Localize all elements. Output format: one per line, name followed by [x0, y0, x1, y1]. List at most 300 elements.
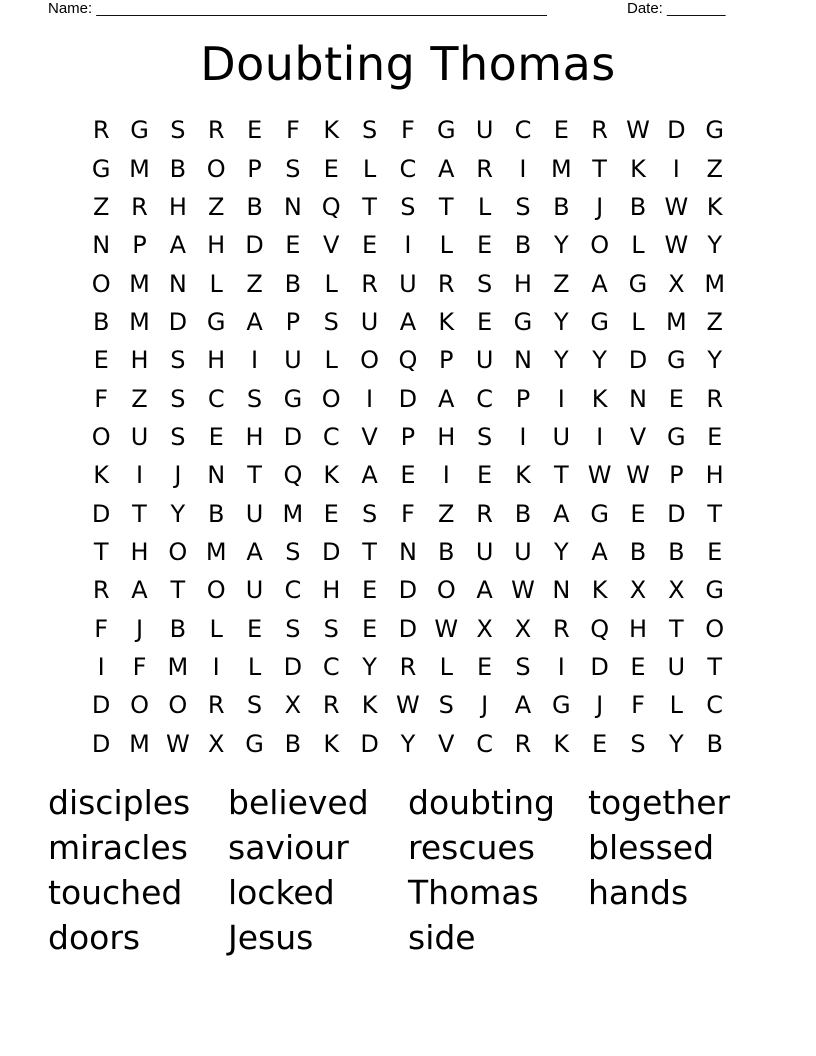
grid-letter: G	[513, 307, 533, 336]
grid-letter: M	[665, 307, 687, 336]
grid-letter: W	[511, 576, 535, 605]
grid-letter: F	[94, 384, 109, 413]
grid-letter: H	[437, 422, 456, 451]
grid-letter: M	[550, 154, 572, 183]
grid-letter: B	[246, 192, 263, 221]
grid-letter: K	[361, 691, 378, 720]
grid-letter: R	[476, 499, 493, 528]
grid-letter: A	[476, 576, 493, 605]
grid-letter: K	[553, 729, 570, 758]
grid-letter: V	[438, 729, 455, 758]
grid-letter: G	[705, 116, 724, 145]
grid-letter: N	[552, 576, 571, 605]
grid-letter: T	[132, 499, 147, 528]
grid-letter: O	[130, 691, 149, 720]
grid-letter: L	[324, 269, 338, 298]
grid-letter: O	[91, 422, 111, 451]
grid-letter: F	[401, 116, 415, 145]
grid-letter: R	[437, 269, 455, 298]
grid-letter: J	[596, 691, 604, 720]
grid-letter: H	[130, 537, 149, 566]
letter-grid	[82, 111, 734, 763]
grid-letter: X	[668, 269, 685, 298]
grid-letter: B	[514, 231, 532, 260]
grid-letter: S	[361, 116, 378, 145]
grid-letter: V	[361, 422, 378, 451]
grid-letter: C	[322, 652, 340, 681]
grid-letter: H	[705, 461, 724, 490]
grid-letter: G	[130, 116, 149, 145]
grid-letter: O	[168, 537, 188, 566]
grid-letter: E	[477, 307, 493, 336]
grid-letter: A	[399, 307, 417, 336]
grid-letter: G	[551, 691, 571, 720]
grid-letter: Y	[362, 652, 377, 681]
grid-letter: X	[668, 576, 685, 605]
word-list-item: rescues	[408, 828, 535, 867]
grid-letter: B	[629, 537, 647, 566]
grid-letter: X	[629, 576, 647, 605]
grid-letter: M	[704, 269, 726, 298]
grid-letter: E	[361, 231, 378, 260]
grid-letter: G	[667, 346, 686, 375]
grid-letter: E	[477, 652, 493, 681]
grid-letter: T	[362, 192, 377, 221]
grid-letter: O	[360, 346, 380, 375]
grid-letter: E	[285, 231, 301, 260]
grid-letter: L	[362, 154, 377, 183]
grid-letter: S	[515, 652, 531, 681]
grid-letter: O	[321, 384, 341, 413]
grid-letter: P	[515, 384, 531, 413]
grid-letter: S	[323, 614, 339, 643]
grid-letter: H	[245, 422, 264, 451]
grid-letter: D	[168, 307, 188, 336]
grid-letter: G	[628, 269, 648, 298]
grid-letter: Q	[398, 346, 418, 375]
grid-letter: K	[591, 576, 608, 605]
grid-letter: D	[667, 499, 686, 528]
grid-letter: D	[283, 652, 303, 681]
grid-letter: H	[168, 192, 187, 221]
grid-letter: D	[667, 116, 686, 145]
grid-letter: U	[475, 116, 494, 145]
grid-letter: S	[438, 691, 454, 720]
grid-letter: M	[282, 499, 304, 528]
name-field[interactable]: Name: ______________________________________________________	[48, 0, 547, 17]
grid-letter: J	[596, 192, 604, 221]
grid-letter: L	[631, 307, 645, 336]
grid-letter: A	[246, 307, 263, 336]
grid-letter: U	[514, 537, 532, 566]
grid-letter: Y	[668, 729, 684, 758]
grid-letter: S	[246, 384, 263, 413]
grid-letter: S	[170, 384, 186, 413]
grid-letter: W	[664, 231, 689, 260]
grid-letter: S	[170, 422, 186, 451]
grid-letter: E	[208, 422, 224, 451]
grid-letter: N	[207, 461, 226, 490]
grid-letter: H	[513, 269, 532, 298]
word-list-item: Jesus	[228, 918, 314, 957]
grid-letter: Y	[553, 346, 569, 375]
grid-letter: T	[438, 192, 454, 221]
grid-letter: S	[170, 346, 186, 375]
grid-letter: L	[439, 231, 453, 260]
grid-letter: P	[132, 231, 147, 260]
grid-letter: Y	[553, 307, 569, 336]
grid-letter: S	[400, 192, 416, 221]
grid-letter: N	[283, 192, 302, 221]
grid-letter: G	[667, 422, 686, 451]
grid-letter: C	[514, 116, 532, 145]
grid-letter: D	[245, 231, 264, 260]
grid-letter: I	[557, 384, 565, 413]
grid-letter: B	[438, 537, 455, 566]
grid-letter: G	[590, 307, 609, 336]
date-field[interactable]: Date: _______	[627, 0, 726, 17]
grid-letter: C	[207, 384, 225, 413]
grid-letter: E	[93, 346, 109, 375]
word-list-item: believed	[228, 783, 369, 822]
grid-letter: R	[322, 691, 340, 720]
grid-letter: E	[630, 499, 646, 528]
grid-letter: R	[476, 154, 493, 183]
grid-letter: S	[170, 116, 186, 145]
grid-letter: N	[398, 537, 417, 566]
grid-letter: Y	[170, 499, 186, 528]
grid-letter: L	[631, 231, 645, 260]
grid-letter: R	[131, 192, 148, 221]
grid-letter: I	[251, 346, 259, 375]
grid-letter: D	[398, 384, 418, 413]
grid-letter: X	[476, 614, 493, 643]
grid-letter: B	[706, 729, 723, 758]
grid-letter: G	[206, 307, 226, 336]
grid-letter: C	[476, 729, 493, 758]
grid-letter: U	[399, 269, 417, 298]
grid-letter: G	[705, 576, 724, 605]
grid-letter: Q	[283, 461, 303, 490]
grid-letter: A	[553, 499, 570, 528]
grid-letter: W	[396, 691, 420, 720]
grid-letter: U	[475, 346, 494, 375]
grid-letter: J	[174, 461, 182, 490]
grid-letter: E	[361, 576, 378, 605]
grid-letter: X	[207, 729, 225, 758]
grid-letter: K	[93, 461, 110, 490]
grid-letter: H	[130, 346, 149, 375]
grid-letter: Q	[321, 192, 341, 221]
grid-letter: L	[324, 346, 338, 375]
grid-letter: S	[285, 537, 301, 566]
grid-letter: W	[434, 614, 459, 643]
grid-letter: R	[207, 691, 225, 720]
grid-letter: T	[707, 652, 722, 681]
grid-letter: S	[515, 192, 531, 221]
grid-letter: D	[91, 691, 111, 720]
grid-letter: S	[476, 422, 493, 451]
word-list-item: touched	[48, 873, 183, 912]
word-list-item: saviour	[228, 828, 349, 867]
grid-letter: D	[590, 652, 609, 681]
grid-letter: R	[552, 614, 570, 643]
grid-letter: E	[323, 499, 339, 528]
grid-letter: L	[209, 269, 223, 298]
grid-letter: O	[590, 231, 610, 260]
grid-letter: R	[399, 652, 417, 681]
grid-letter: K	[323, 729, 340, 758]
grid-letter: T	[668, 614, 684, 643]
grid-letter: B	[284, 269, 302, 298]
grid-letter: T	[362, 537, 377, 566]
grid-letter: E	[707, 422, 723, 451]
grid-letter: O	[168, 691, 188, 720]
grid-letter: D	[283, 422, 303, 451]
grid-letter: Z	[131, 384, 148, 413]
grid-letter: I	[404, 231, 412, 260]
grid-letter: I	[366, 384, 374, 413]
grid-letter: G	[283, 384, 303, 413]
word-list-item: blessed	[588, 828, 715, 867]
grid-letter: F	[401, 499, 415, 528]
grid-letter: N	[92, 231, 111, 260]
grid-letter: D	[321, 537, 341, 566]
grid-letter: B	[92, 307, 110, 336]
grid-letter: X	[284, 691, 302, 720]
grid-letter: O	[705, 614, 725, 643]
grid-letter: E	[246, 614, 263, 643]
word-list-item: doors	[48, 918, 141, 957]
grid-letter: S	[285, 154, 301, 183]
grid-letter: M	[129, 307, 150, 336]
grid-letter: E	[477, 231, 493, 260]
grid-letter: L	[209, 614, 223, 643]
grid-letter: I	[97, 652, 105, 681]
grid-letter: W	[626, 461, 650, 490]
grid-letter: T	[592, 154, 607, 183]
grid-letter: R	[361, 269, 378, 298]
grid-letter: T	[707, 499, 722, 528]
grid-letter: R	[207, 116, 225, 145]
grid-letter: F	[132, 652, 147, 681]
grid-letter: K	[438, 307, 455, 336]
grid-letter: Y	[707, 231, 722, 260]
grid-letter: U	[245, 499, 264, 528]
grid-letter: F	[285, 116, 300, 145]
grid-letter: G	[245, 729, 264, 758]
word-list-item: hands	[588, 873, 689, 912]
grid-letter: M	[167, 652, 189, 681]
grid-letter: F	[94, 614, 109, 643]
grid-letter: D	[398, 576, 418, 605]
grid-letter: A	[246, 537, 263, 566]
grid-letter: C	[322, 422, 340, 451]
header	[48, 0, 748, 20]
page-title: Doubting Thomas	[200, 37, 616, 91]
grid-letter: Z	[246, 269, 263, 298]
grid-letter: E	[553, 116, 569, 145]
grid-letter: W	[626, 116, 650, 145]
grid-letter: B	[169, 154, 187, 183]
grid-letter: Q	[590, 614, 610, 643]
grid-letter: R	[514, 729, 532, 758]
grid-letter: Y	[553, 537, 569, 566]
word-list-item: Thomas	[408, 873, 539, 912]
grid-letter: T	[170, 576, 186, 605]
grid-letter: U	[552, 422, 571, 451]
grid-letter: B	[668, 537, 685, 566]
grid-letter: D	[628, 346, 648, 375]
grid-letter: O	[91, 269, 111, 298]
grid-letter: R	[92, 576, 110, 605]
grid-letter: A	[131, 576, 148, 605]
grid-letter: P	[669, 461, 684, 490]
grid-letter: F	[631, 691, 645, 720]
grid-letter: L	[247, 652, 262, 681]
grid-letter: Z	[706, 307, 723, 336]
word-list-item: together	[588, 783, 731, 822]
grid-letter: Z	[438, 499, 455, 528]
grid-letter: A	[438, 154, 455, 183]
grid-letter: H	[628, 614, 647, 643]
grid-letter: Y	[592, 346, 607, 375]
grid-letter: B	[169, 614, 187, 643]
grid-letter: G	[436, 116, 456, 145]
grid-letter: M	[129, 269, 150, 298]
grid-letter: H	[207, 231, 226, 260]
grid-letter: R	[92, 116, 110, 145]
grid-letter: I	[519, 422, 527, 451]
word-list	[48, 780, 788, 960]
grid-letter: X	[514, 614, 532, 643]
grid-letter: M	[129, 154, 150, 183]
grid-letter: V	[629, 422, 647, 451]
grid-letter: Y	[707, 346, 722, 375]
grid-letter: Z	[92, 192, 110, 221]
grid-letter: N	[168, 269, 187, 298]
grid-letter: U	[360, 307, 379, 336]
grid-letter: C	[476, 384, 493, 413]
grid-letter: R	[591, 116, 608, 145]
grid-letter: S	[323, 307, 339, 336]
grid-letter: U	[284, 346, 302, 375]
grid-letter: K	[515, 461, 531, 490]
grid-letter: J	[481, 691, 489, 720]
grid-letter: T	[93, 537, 109, 566]
word-list-item: disciples	[48, 783, 191, 822]
grid-letter: K	[323, 461, 340, 490]
grid-letter: E	[707, 537, 723, 566]
word-list-item: doubting	[408, 783, 555, 822]
grid-letter: I	[672, 154, 680, 183]
grid-letter: T	[553, 461, 569, 490]
grid-letter: Z	[553, 269, 570, 298]
grid-letter: Y	[553, 231, 569, 260]
grid-letter: S	[285, 614, 301, 643]
grid-letter: I	[557, 652, 565, 681]
grid-letter: U	[475, 537, 494, 566]
grid-letter: E	[477, 461, 493, 490]
grid-letter: E	[668, 384, 684, 413]
grid-letter: D	[91, 499, 111, 528]
grid-letter: N	[629, 384, 647, 413]
grid-letter: I	[442, 461, 450, 490]
grid-letter: L	[439, 652, 453, 681]
grid-letter: E	[361, 614, 378, 643]
grid-letter: S	[630, 729, 646, 758]
grid-letter: P	[400, 422, 416, 451]
grid-letter: P	[439, 346, 454, 375]
grid-letter: T	[247, 461, 262, 490]
grid-letter: B	[207, 499, 225, 528]
grid-letter: K	[706, 192, 723, 221]
grid-letter: A	[591, 269, 608, 298]
grid-letter: I	[596, 422, 604, 451]
grid-letter: N	[513, 346, 532, 375]
grid-letter: B	[553, 192, 570, 221]
grid-letter: W	[587, 461, 612, 490]
grid-letter: P	[285, 307, 301, 336]
grid-letter: P	[247, 154, 262, 183]
grid-letter: W	[165, 729, 190, 758]
grid-letter: A	[361, 461, 378, 490]
grid-letter: Z	[706, 154, 723, 183]
grid-letter: S	[476, 269, 493, 298]
grid-letter: Z	[207, 192, 225, 221]
grid-letter: D	[91, 729, 111, 758]
grid-letter: O	[436, 576, 456, 605]
grid-letter: O	[206, 576, 226, 605]
grid-letter: E	[630, 652, 646, 681]
grid-letter: I	[519, 154, 527, 183]
grid-letter: D	[398, 614, 418, 643]
grid-letter: C	[399, 154, 417, 183]
grid-letter: L	[477, 192, 492, 221]
grid-letter: J	[135, 614, 144, 643]
grid-letter: B	[629, 192, 647, 221]
word-list-item: locked	[228, 873, 335, 912]
grid-letter: B	[284, 729, 302, 758]
grid-letter: S	[361, 499, 378, 528]
grid-letter: A	[514, 691, 532, 720]
grid-letter: E	[592, 729, 608, 758]
grid-letter: K	[591, 384, 608, 413]
grid-letter: U	[667, 652, 686, 681]
grid-letter: E	[400, 461, 416, 490]
grid-letter: D	[360, 729, 379, 758]
grid-letter: K	[630, 154, 646, 183]
grid-letter: Y	[400, 729, 416, 758]
grid-letter: L	[669, 691, 684, 720]
grid-letter: A	[438, 384, 455, 413]
grid-letter: E	[246, 116, 263, 145]
grid-letter: I	[135, 461, 144, 490]
grid-letter: C	[284, 576, 302, 605]
grid-letter: S	[246, 691, 263, 720]
grid-letter: U	[245, 576, 264, 605]
grid-letter: A	[591, 537, 608, 566]
grid-letter: W	[664, 192, 689, 221]
grid-letter: H	[207, 346, 226, 375]
grid-letter: K	[323, 116, 340, 145]
grid-letter: U	[130, 422, 149, 451]
grid-letter: I	[212, 652, 220, 681]
grid-letter: G	[590, 499, 609, 528]
grid-letter: M	[129, 729, 150, 758]
grid-letter: R	[706, 384, 724, 413]
grid-letter: B	[514, 499, 532, 528]
